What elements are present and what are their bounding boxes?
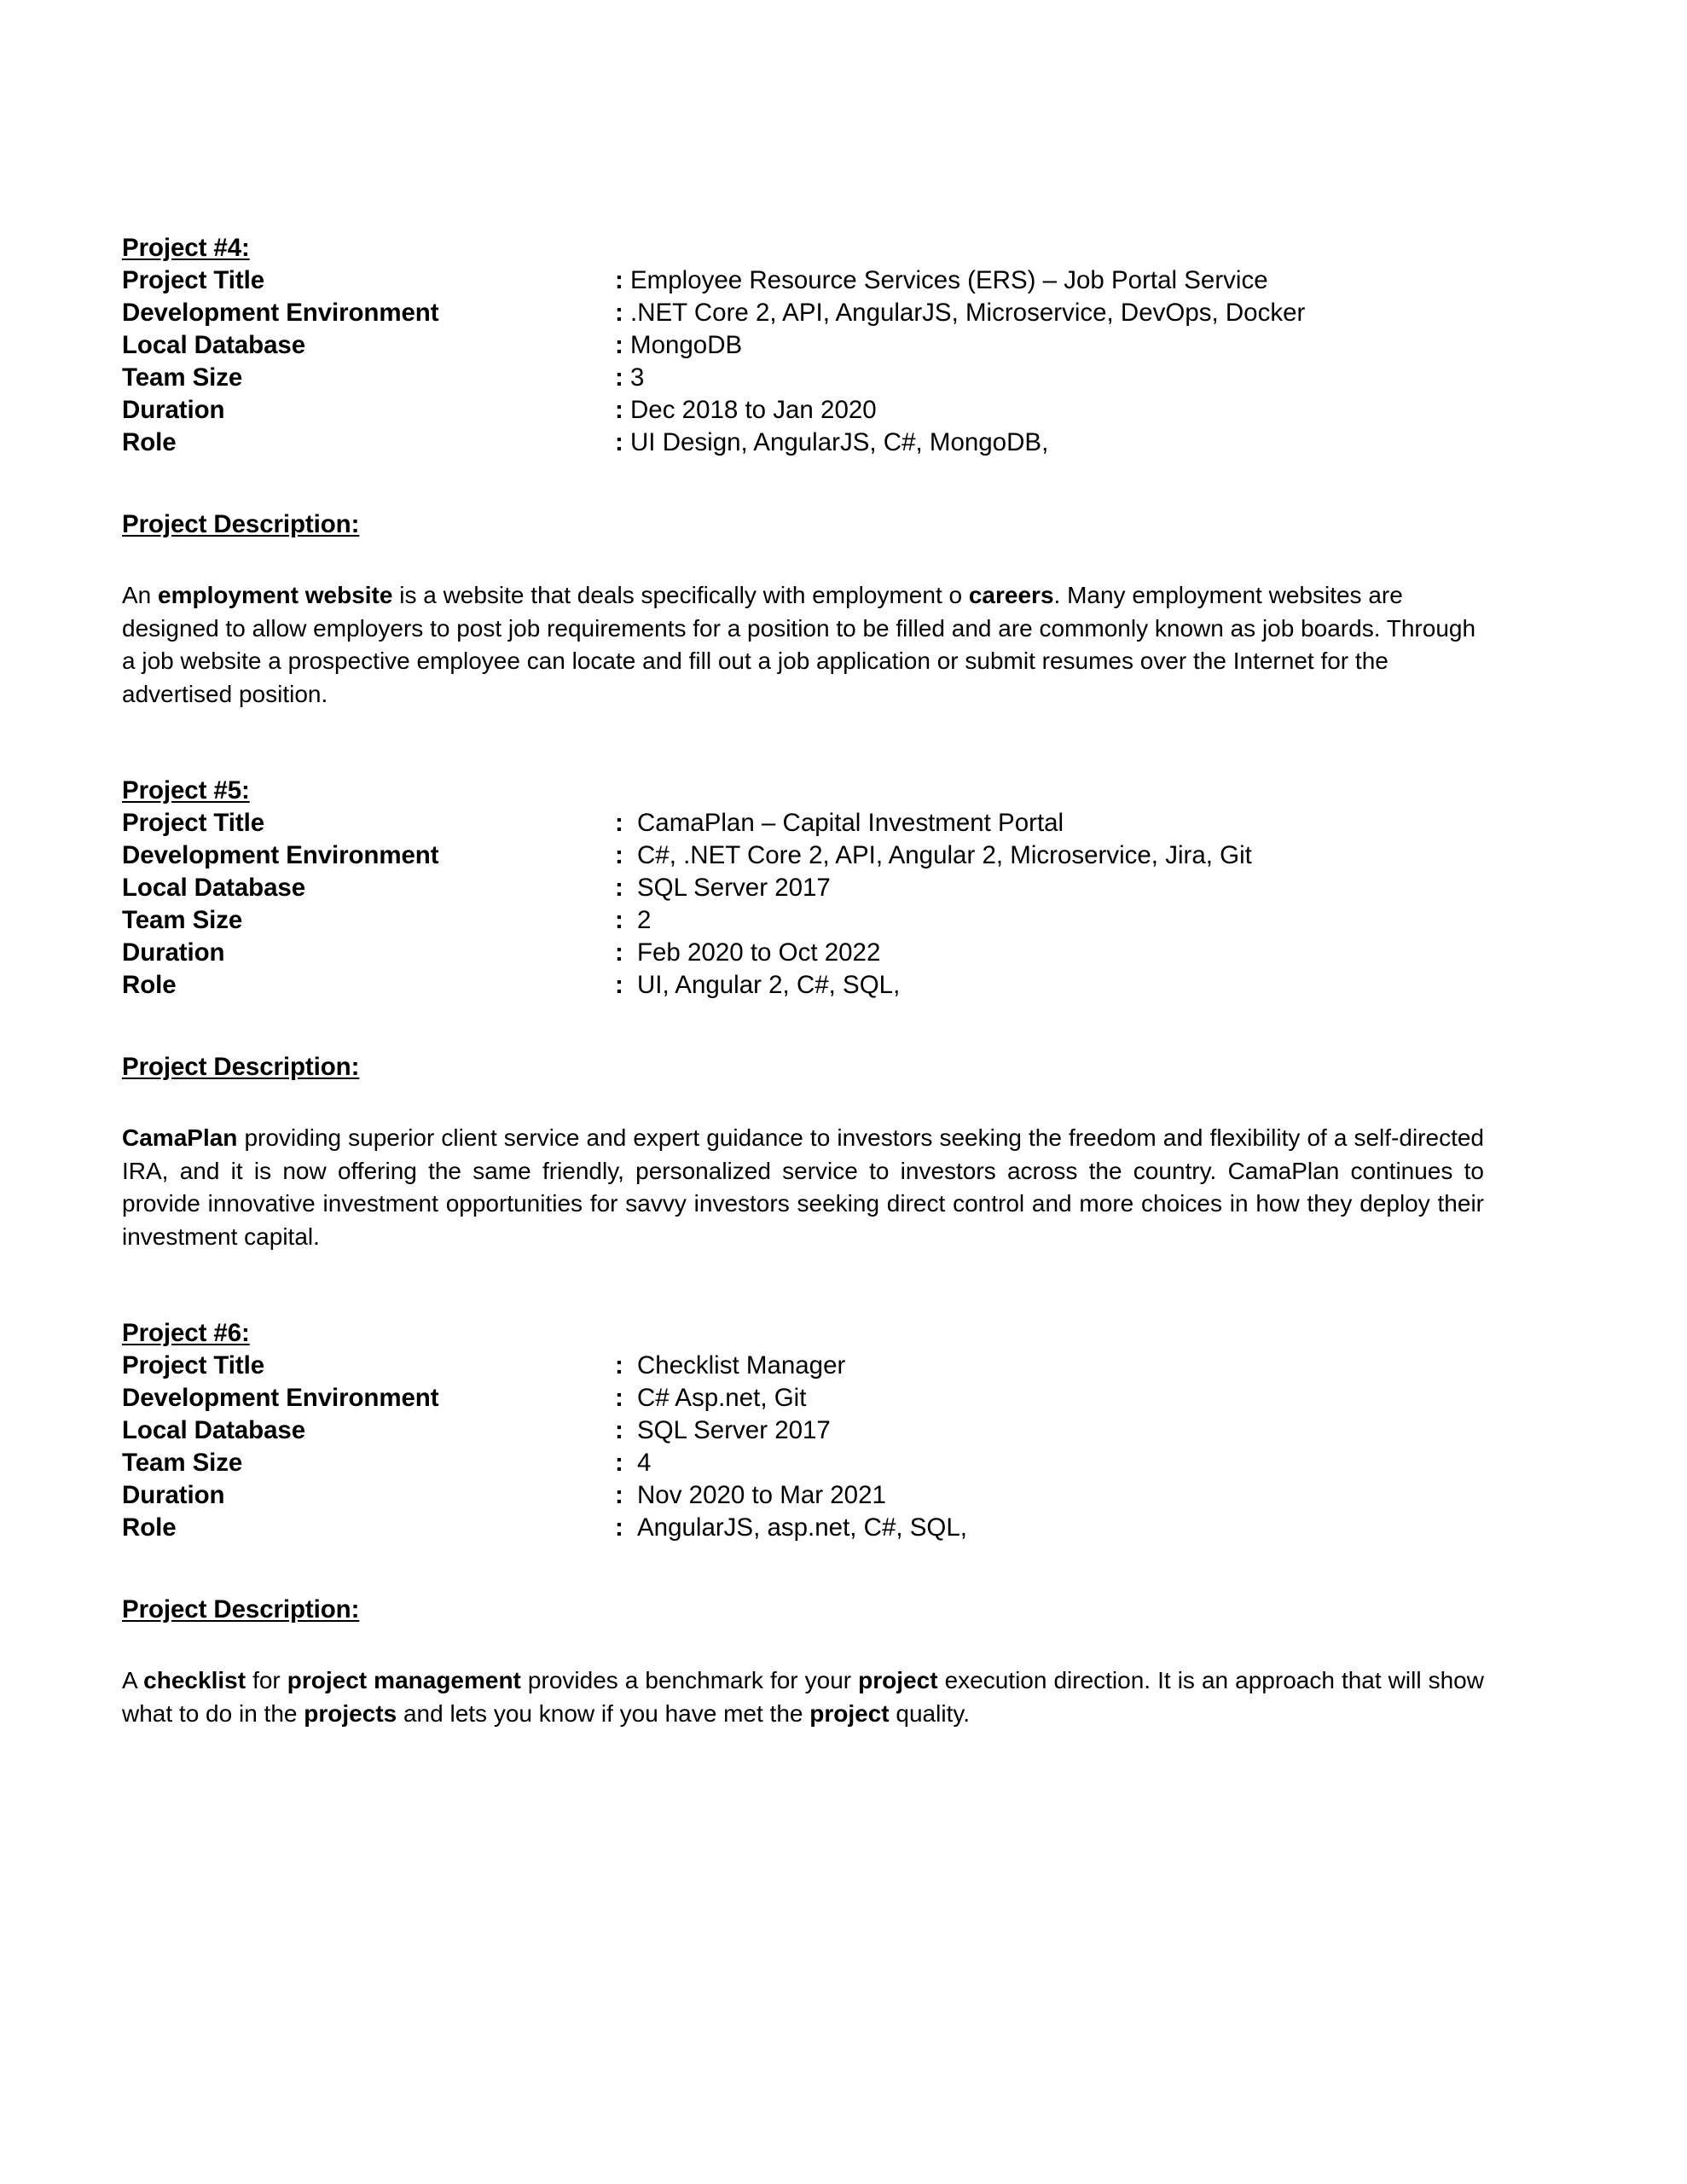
project-heading: Project #4: — [122, 234, 250, 262]
project-heading: Project #5: — [122, 776, 250, 804]
spacer — [122, 711, 1484, 775]
detail-separator: : — [615, 266, 623, 294]
detail-label: Team Size — [122, 363, 243, 392]
detail-value: Checklist Manager — [637, 1351, 846, 1380]
detail-value: AngularJS, asp.net, C#, SQL, — [637, 1513, 967, 1542]
detail-value: MongoDB — [630, 331, 743, 359]
emphasis-text: employment website — [158, 582, 393, 608]
detail-separator: : — [615, 1481, 623, 1509]
document-content — [122, 232, 1484, 1730]
emphasis-text: checklist — [143, 1667, 246, 1693]
detail-label: Role — [122, 971, 177, 999]
body-text: quality. — [889, 1699, 971, 1727]
detail-separator: : — [615, 1513, 623, 1542]
detail-row-project-title — [122, 807, 1252, 839]
detail-value: Employee Resource Services (ERS) – Job Portal Service — [630, 266, 1268, 294]
detail-label: Duration — [122, 938, 225, 967]
detail-label: Role — [122, 1513, 177, 1542]
detail-value: 3 — [630, 363, 645, 392]
body-text: provides a benchmark for your — [520, 1667, 859, 1693]
detail-separator: : — [615, 971, 623, 999]
body-text: for — [246, 1667, 287, 1693]
detail-label: Local Database — [122, 1416, 306, 1444]
detail-value: C# Asp.net, Git — [637, 1384, 807, 1412]
detail-label: Role — [122, 428, 177, 456]
detail-value: 4 — [637, 1449, 652, 1477]
body-text: and lets you know if you have met the — [397, 1699, 810, 1727]
project-description-heading: Project Description: — [122, 1595, 360, 1623]
detail-row-duration — [122, 1479, 967, 1512]
project-description-paragraph — [122, 1122, 1484, 1253]
detail-separator: : — [615, 1384, 623, 1412]
emphasis-text: projects — [304, 1699, 397, 1727]
spacer — [122, 459, 1484, 508]
detail-value: Feb 2020 to Oct 2022 — [637, 938, 881, 967]
project-details-table — [122, 264, 1305, 459]
detail-row-duration — [122, 937, 1252, 969]
body-text: execution direction. It is an approach that will show what to do in the — [122, 1667, 1484, 1727]
detail-label: Team Size — [122, 906, 243, 934]
body-text: An — [122, 582, 159, 608]
detail-label: Local Database — [122, 874, 306, 902]
detail-value: Dec 2018 to Jan 2020 — [630, 396, 877, 424]
body-text: . Many employment websites are designed to allow employers to post job requirements for a position to be filled and are commonly known as job boards. Through a job website a prospective employee can locate and fill out a job application or submit resumes over the Internet for the advertised position. — [122, 582, 1476, 707]
spacer — [122, 1544, 1484, 1594]
detail-row-development-environment — [122, 297, 1305, 329]
detail-separator: : — [615, 841, 623, 869]
emphasis-text: project — [858, 1667, 938, 1693]
detail-separator: : — [615, 299, 623, 327]
detail-value: Nov 2020 to Mar 2021 — [637, 1481, 886, 1509]
detail-label: Team Size — [122, 1449, 243, 1477]
spacer — [122, 1626, 1484, 1664]
detail-label: Local Database — [122, 331, 306, 359]
detail-separator: : — [615, 1416, 623, 1444]
detail-label: Duration — [122, 1481, 225, 1509]
detail-row-role — [122, 969, 1252, 1002]
detail-label: Development Environment — [122, 1384, 439, 1412]
emphasis-text: project — [809, 1699, 890, 1727]
detail-label: Development Environment — [122, 841, 439, 869]
detail-row-project-title — [122, 264, 1305, 297]
detail-row-duration — [122, 394, 1305, 427]
detail-separator: : — [615, 1351, 623, 1380]
project-block — [122, 1317, 1484, 1730]
emphasis-text: project management — [287, 1667, 521, 1693]
detail-label: Project Title — [122, 266, 265, 294]
detail-row-local-database — [122, 329, 1305, 362]
detail-label: Development Environment — [122, 299, 439, 327]
detail-value: C#, .NET Core 2, API, Angular 2, Microservice, Jira, Git — [637, 841, 1252, 869]
detail-separator: : — [615, 809, 623, 837]
body-text: providing superior client service and expert guidance to investors seeking the freedom and flexibility of a self-directed IRA, and it is now offering the same friendly, personalized service to investors across the country. CamaPlan continues to provide innovative investment opportunities for savvy investors seeking direct control and more choices in how they deploy their investment capital. — [122, 1124, 1484, 1250]
detail-separator: : — [615, 1449, 623, 1477]
detail-row-local-database — [122, 872, 1252, 904]
body-text: is a website that deals specifically with employment o — [392, 582, 969, 608]
project-description-paragraph — [122, 579, 1484, 711]
detail-separator: : — [615, 331, 623, 359]
spacer — [122, 541, 1484, 579]
project-block — [122, 775, 1484, 1317]
detail-value: CamaPlan – Capital Investment Portal — [637, 809, 1064, 837]
project-description-heading: Project Description: — [122, 1053, 360, 1081]
detail-value: 2 — [637, 906, 652, 934]
project-description-heading: Project Description: — [122, 510, 360, 538]
detail-separator: : — [615, 363, 623, 392]
detail-row-role — [122, 1512, 967, 1544]
detail-value: UI, Angular 2, C#, SQL, — [637, 971, 901, 999]
emphasis-text: CamaPlan — [122, 1124, 238, 1151]
project-heading: Project #6: — [122, 1319, 250, 1347]
detail-label: Project Title — [122, 1351, 265, 1380]
emphasis-text: careers — [968, 582, 1054, 608]
detail-separator: : — [615, 906, 623, 934]
project-block — [122, 232, 1484, 775]
detail-row-development-environment — [122, 1382, 967, 1414]
detail-row-role — [122, 427, 1305, 459]
detail-value: SQL Server 2017 — [637, 874, 831, 902]
body-text: A — [122, 1667, 144, 1693]
detail-separator: : — [615, 938, 623, 967]
detail-value: SQL Server 2017 — [637, 1416, 831, 1444]
detail-label: Duration — [122, 396, 225, 424]
detail-row-team-size — [122, 1447, 967, 1479]
detail-label: Project Title — [122, 809, 265, 837]
project-description-paragraph — [122, 1664, 1484, 1730]
project-details-table — [122, 807, 1252, 1002]
detail-row-team-size — [122, 362, 1305, 394]
detail-value: UI Design, AngularJS, C#, MongoDB, — [630, 428, 1049, 456]
detail-separator: : — [615, 396, 623, 424]
detail-separator: : — [615, 428, 623, 456]
spacer — [122, 1002, 1484, 1051]
detail-separator: : — [615, 874, 623, 902]
detail-row-team-size — [122, 904, 1252, 937]
detail-row-local-database — [122, 1414, 967, 1447]
detail-value: .NET Core 2, API, AngularJS, Microservice, DevOps, Docker — [630, 299, 1306, 327]
detail-row-project-title — [122, 1350, 967, 1382]
spacer — [122, 1083, 1484, 1122]
detail-row-development-environment — [122, 839, 1252, 872]
project-details-table — [122, 1350, 967, 1544]
spacer — [122, 1253, 1484, 1317]
